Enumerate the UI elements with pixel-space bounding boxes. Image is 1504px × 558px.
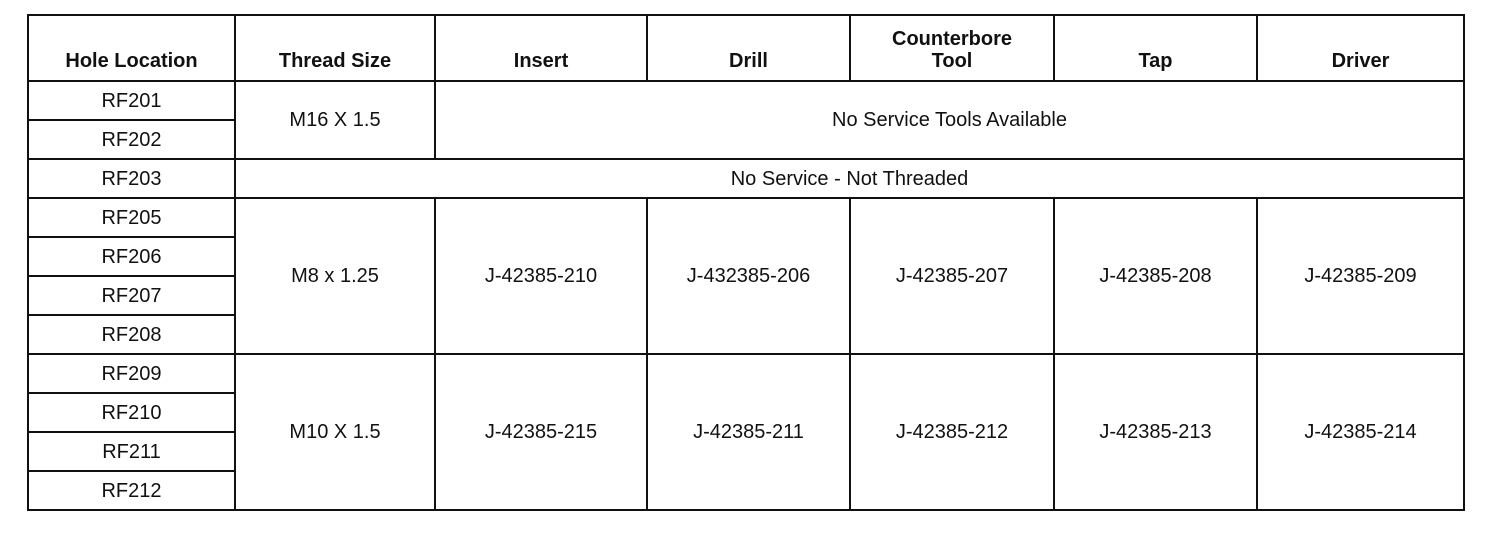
driver-cell: J-42385-214 — [1257, 354, 1464, 510]
hole-location-cell: RF211 — [28, 432, 235, 471]
header-tap: Tap — [1054, 15, 1257, 81]
thread-size-cell: M8 x 1.25 — [235, 198, 435, 354]
header-row — [28, 15, 1464, 81]
drill-cell: J-432385-206 — [647, 198, 850, 354]
hole-location-cell: RF206 — [28, 237, 235, 276]
thread-size-cell: M16 X 1.5 — [235, 81, 435, 159]
thread-size-cell: M10 X 1.5 — [235, 354, 435, 510]
table-row — [28, 159, 1464, 198]
not-threaded-note: No Service - Not Threaded — [235, 159, 1464, 198]
hole-location-cell: RF210 — [28, 393, 235, 432]
tap-cell: J-42385-213 — [1054, 354, 1257, 510]
drill-cell: J-42385-211 — [647, 354, 850, 510]
service-tools-table-container — [27, 14, 1465, 511]
table-row — [28, 198, 1464, 237]
table-row — [28, 354, 1464, 393]
header-driver: Driver — [1257, 15, 1464, 81]
insert-cell: J-42385-215 — [435, 354, 647, 510]
hole-location-cell: RF205 — [28, 198, 235, 237]
header-drill: Drill — [647, 15, 850, 81]
hole-location-cell: RF202 — [28, 120, 235, 159]
hole-location-cell: RF201 — [28, 81, 235, 120]
driver-cell: J-42385-209 — [1257, 198, 1464, 354]
header-thread-size: Thread Size — [235, 15, 435, 81]
header-counterbore-tool: Counterbore Tool — [850, 15, 1054, 81]
no-service-tools-note: No Service Tools Available — [435, 81, 1464, 159]
header-hole-location: Hole Location — [28, 15, 235, 81]
hole-location-cell: RF212 — [28, 471, 235, 510]
counterbore-tool-cell: J-42385-212 — [850, 354, 1054, 510]
insert-cell: J-42385-210 — [435, 198, 647, 354]
hole-location-cell: RF207 — [28, 276, 235, 315]
hole-location-cell: RF203 — [28, 159, 235, 198]
table-row — [28, 81, 1464, 120]
hole-location-cell: RF208 — [28, 315, 235, 354]
service-tools-table — [27, 14, 1465, 511]
counterbore-tool-cell: J-42385-207 — [850, 198, 1054, 354]
hole-location-cell: RF209 — [28, 354, 235, 393]
header-insert: Insert — [435, 15, 647, 81]
tap-cell: J-42385-208 — [1054, 198, 1257, 354]
